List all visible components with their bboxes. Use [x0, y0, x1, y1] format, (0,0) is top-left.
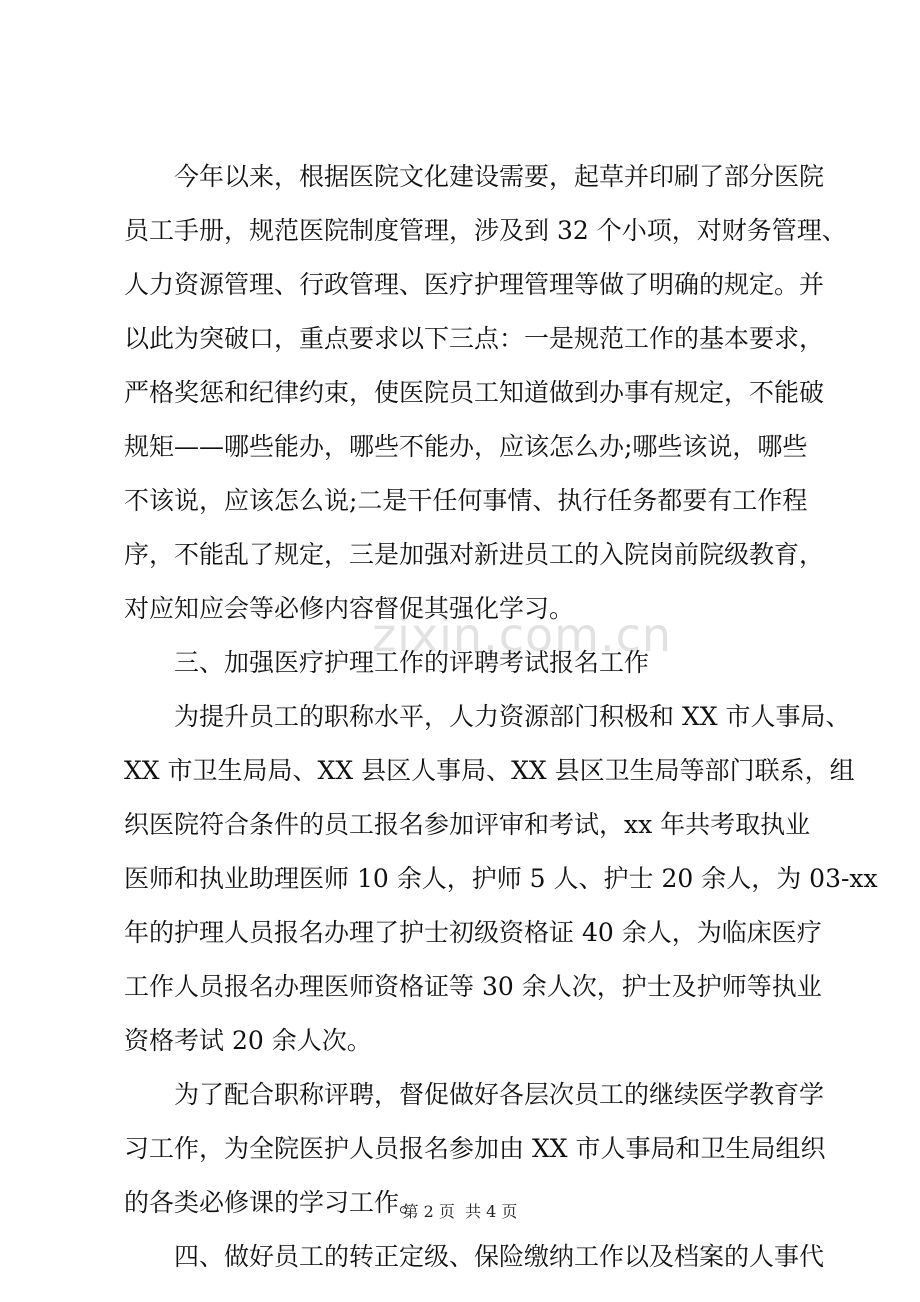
paragraph-line: 织医院符合条件的员工报名参加评审和考试，xx 年共考取执业 [124, 810, 811, 839]
paragraph-line: 为了配合职称评聘，督促做好各层次员工的继续医学教育学 [174, 1080, 825, 1109]
paragraph-line: 以此为突破口，重点要求以下三点：一是规范工作的基本要求， [124, 324, 825, 353]
paragraph-line: 序，不能乱了规定，三是加强对新进员工的入院岗前院级教育， [124, 540, 825, 569]
paragraph-line: XX 市卫生局局、XX 县区人事局、XX 县区卫生局等部门联系，组 [124, 756, 855, 785]
paragraph-line: 对应知应会等必修内容督促其强化学习。 [124, 594, 575, 623]
section-heading: 四、做好员工的转正定级、保险缴纳工作以及档案的人事代 [174, 1242, 825, 1271]
paragraph-line: 员工手册，规范医院制度管理，涉及到 32 个小项，对财务管理、 [124, 216, 847, 245]
watermark: zixin.com.cn [372, 608, 673, 662]
paragraph-line: 工作人员报名办理医师资格证等 30 余人次，护士及护师等执业 [124, 972, 822, 1001]
paragraph-line: 规矩——哪些能办，哪些不能办，应该怎么办;哪些该说，哪些 [124, 432, 808, 461]
page-footer: 第 2 页 共 4 页 [402, 1202, 518, 1221]
paragraph-line: 习工作，为全院医护人员报名参加由 XX 市人事局和卫生局组织 [124, 1134, 826, 1163]
paragraph-line: 人力资源管理、行政管理、医疗护理管理等做了明确的规定。并 [124, 270, 825, 299]
paragraph-line: 医师和执业助理医师 10 余人，护师 5 人、护士 20 余人，为 03-xx [124, 864, 878, 893]
paragraph-line: 为提升员工的职称水平，人力资源部门积极和 XX 市人事局、 [174, 702, 851, 731]
paragraph-line: 不该说，应该怎么说;二是干任何事情、执行任务都要有工作程 [124, 486, 808, 515]
paragraph-line: 今年以来，根据医院文化建设需要，起草并印刷了部分医院 [174, 162, 825, 191]
paragraph-line: 年的护理人员报名办理了护士初级资格证 40 余人，为临床医疗 [124, 918, 822, 947]
body-text [124, 150, 878, 1284]
paragraph-line: 的各类必修课的学习工作。 [124, 1188, 425, 1217]
paragraph-line: 资格考试 20 余人次。 [124, 1026, 372, 1055]
section-heading: 三、加强医疗护理工作的评聘考试报名工作 [174, 648, 650, 677]
paragraph-line: 严格奖惩和纪律约束，使医院员工知道做到办事有规定，不能破 [124, 378, 825, 407]
